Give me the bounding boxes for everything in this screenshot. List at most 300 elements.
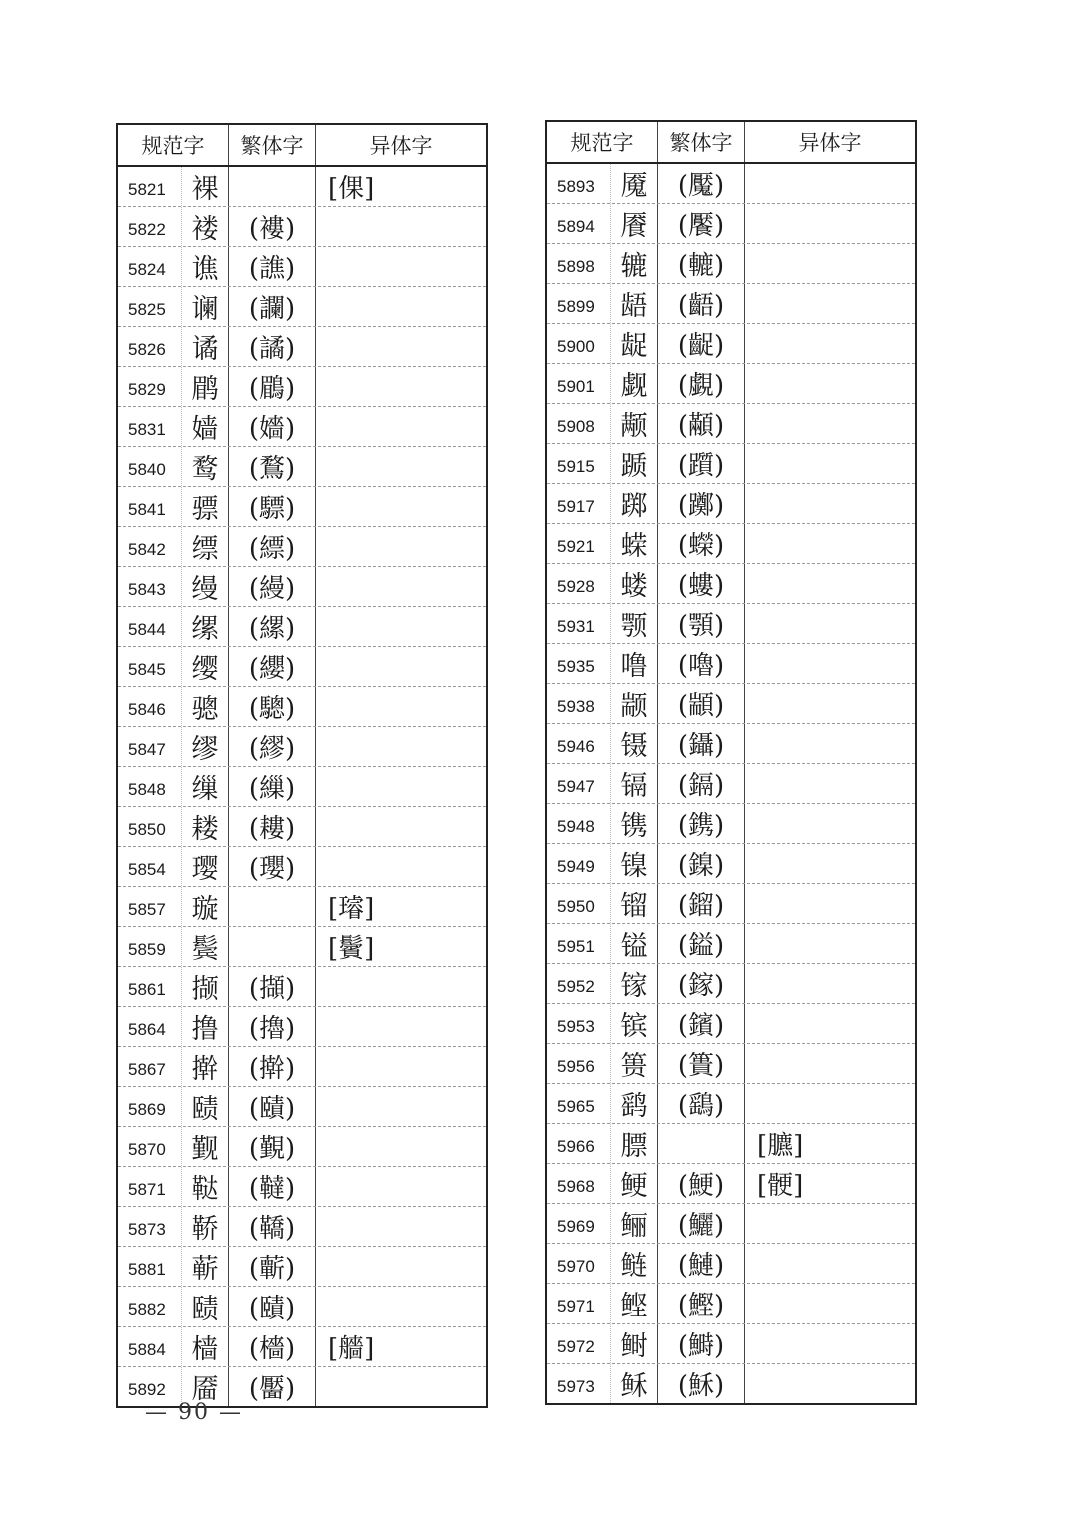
standard-character: 赜 — [182, 1287, 229, 1326]
traditional-character: (蠑) — [658, 524, 745, 563]
traditional-character — [229, 887, 316, 926]
row-number: 5894 — [547, 204, 611, 243]
row-number: 5931 — [547, 604, 611, 643]
traditional-character: (驄) — [229, 687, 316, 726]
traditional-character: (縲) — [229, 607, 316, 646]
table-row — [118, 807, 486, 847]
row-number: 5882 — [118, 1287, 182, 1326]
standard-character: 缧 — [182, 607, 229, 646]
row-number: 5842 — [118, 527, 182, 566]
standard-character: 镉 — [611, 764, 658, 803]
standard-character: 鲡 — [611, 1204, 658, 1243]
variant-character — [316, 487, 486, 526]
variant-character — [316, 647, 486, 686]
table-row — [547, 524, 915, 564]
traditional-character: (驃) — [229, 487, 316, 526]
standard-character: 骠 — [182, 487, 229, 526]
table-row — [547, 1204, 915, 1244]
variant-character: [骾] — [757, 1171, 804, 1201]
variant-character — [316, 1287, 486, 1326]
row-number: 5966 — [547, 1124, 611, 1163]
variant-character — [745, 1364, 915, 1403]
table-row — [547, 604, 915, 644]
table-row — [547, 404, 915, 444]
standard-character: 鞑 — [182, 1167, 229, 1206]
variant-character — [745, 644, 915, 683]
row-number: 5871 — [118, 1167, 182, 1206]
row-number: 5972 — [547, 1324, 611, 1363]
variant-character — [316, 1007, 486, 1046]
row-number: 5952 — [547, 964, 611, 1003]
table-row — [118, 727, 486, 767]
standard-character: 鹛 — [182, 367, 229, 406]
standard-character: 缦 — [182, 567, 229, 606]
header-standard: 规范字 — [547, 122, 658, 162]
table-row — [118, 207, 486, 247]
traditional-character: (鎦) — [658, 884, 745, 923]
standard-character: 鲥 — [611, 1324, 658, 1363]
table-row — [118, 527, 486, 567]
standard-character: 鬓 — [182, 927, 229, 966]
row-number: 5848 — [118, 767, 182, 806]
variant-character — [745, 484, 915, 523]
row-number: 5917 — [547, 484, 611, 523]
traditional-character: (簣) — [658, 1044, 745, 1083]
table-row — [118, 1247, 486, 1287]
variant-character — [745, 364, 915, 403]
standard-character: 蕲 — [182, 1247, 229, 1286]
row-number: 5949 — [547, 844, 611, 883]
traditional-character: (韃) — [229, 1167, 316, 1206]
variant-character — [745, 924, 915, 963]
row-number: 5971 — [547, 1284, 611, 1323]
variant-character — [316, 967, 486, 1006]
standard-character: 魇 — [611, 164, 658, 203]
variant-character: [璿] — [328, 894, 375, 924]
traditional-character: (耬) — [229, 807, 316, 846]
standard-character: 擀 — [182, 1047, 229, 1086]
table-row — [547, 1084, 915, 1124]
standard-character: 龉 — [611, 284, 658, 323]
header-variant: 异体字 — [369, 134, 433, 158]
table-header — [118, 125, 486, 167]
table-row — [118, 887, 486, 927]
variant-character — [745, 164, 915, 203]
variant-character — [745, 1044, 915, 1083]
traditional-character: (鞽) — [229, 1207, 316, 1246]
traditional-character: (嬙) — [229, 407, 316, 446]
traditional-character: (鰹) — [658, 1284, 745, 1323]
row-number: 5867 — [118, 1047, 182, 1086]
variant-character — [316, 407, 486, 446]
row-number: 5869 — [118, 1087, 182, 1126]
variant-character — [745, 1204, 915, 1243]
standard-character: 撷 — [182, 967, 229, 1006]
traditional-character: (鎰) — [658, 924, 745, 963]
traditional-character: (擀) — [229, 1047, 316, 1086]
standard-character: 觐 — [182, 1127, 229, 1166]
variant-character — [316, 327, 486, 366]
row-number: 5825 — [118, 287, 182, 326]
table-row — [547, 644, 915, 684]
table-row — [118, 447, 486, 487]
standard-character: 骢 — [182, 687, 229, 726]
table-row — [118, 1287, 486, 1327]
row-number: 5824 — [118, 247, 182, 286]
variant-character — [745, 244, 915, 283]
traditional-character: (褸) — [229, 207, 316, 246]
traditional-character: (蘄) — [229, 1247, 316, 1286]
row-number: 5938 — [547, 684, 611, 723]
variant-character — [316, 727, 486, 766]
standard-character: 璇 — [182, 887, 229, 926]
standard-character: 靥 — [182, 1367, 229, 1406]
row-number: 5915 — [547, 444, 611, 483]
traditional-character: (鎵) — [658, 964, 745, 1003]
traditional-character: (纓) — [229, 647, 316, 686]
row-number: 5844 — [118, 607, 182, 646]
table-row — [547, 1004, 915, 1044]
traditional-character: (魘) — [658, 164, 745, 203]
variant-character — [745, 1004, 915, 1043]
standard-character: 踬 — [611, 444, 658, 483]
table-row — [547, 284, 915, 324]
row-number: 5900 — [547, 324, 611, 363]
variant-character — [745, 564, 915, 603]
standard-character: 觑 — [611, 364, 658, 403]
variant-character: [艢] — [328, 1334, 375, 1364]
traditional-character: (齬) — [658, 284, 745, 323]
table-row — [547, 484, 915, 524]
variant-character — [316, 247, 486, 286]
table-row — [118, 767, 486, 807]
row-number: 5928 — [547, 564, 611, 603]
traditional-character: (顓) — [658, 684, 745, 723]
row-number: 5973 — [547, 1364, 611, 1403]
table-row — [118, 1207, 486, 1247]
variant-character — [745, 1244, 915, 1283]
row-number: 5898 — [547, 244, 611, 283]
table-row — [118, 967, 486, 1007]
variant-character — [745, 604, 915, 643]
traditional-character: (縹) — [229, 527, 316, 566]
variant-character — [316, 447, 486, 486]
traditional-character: (繅) — [229, 767, 316, 806]
standard-character: 龊 — [611, 324, 658, 363]
variant-character — [745, 524, 915, 563]
row-number: 5968 — [547, 1164, 611, 1203]
character-table-right — [545, 120, 917, 1405]
table-row — [118, 367, 486, 407]
row-number: 5948 — [547, 804, 611, 843]
row-number: 5935 — [547, 644, 611, 683]
row-number: 5841 — [118, 487, 182, 526]
traditional-character: (齪) — [658, 324, 745, 363]
row-number: 5843 — [118, 567, 182, 606]
table-row — [547, 844, 915, 884]
row-number: 5953 — [547, 1004, 611, 1043]
traditional-character — [229, 167, 316, 206]
traditional-character: (擼) — [229, 1007, 316, 1046]
table-row — [547, 1244, 915, 1284]
variant-character — [745, 204, 915, 243]
table-body — [547, 164, 915, 1403]
row-number: 5857 — [118, 887, 182, 926]
row-number: 5950 — [547, 884, 611, 923]
row-number: 5821 — [118, 167, 182, 206]
traditional-character: (讕) — [229, 287, 316, 326]
row-number: 5826 — [118, 327, 182, 366]
traditional-character: (鎘) — [658, 764, 745, 803]
table-row — [118, 327, 486, 367]
standard-character: 镍 — [611, 844, 658, 883]
header-standard: 规范字 — [118, 125, 229, 165]
variant-character — [745, 404, 915, 443]
table-row — [118, 607, 486, 647]
variant-character — [745, 844, 915, 883]
traditional-character: (檣) — [229, 1327, 316, 1366]
standard-character: 褛 — [182, 207, 229, 246]
variant-character — [316, 1207, 486, 1246]
row-number: 5859 — [118, 927, 182, 966]
standard-character: 噜 — [611, 644, 658, 683]
standard-character: 餍 — [611, 204, 658, 243]
variant-character — [316, 1247, 486, 1286]
row-number: 5965 — [547, 1084, 611, 1123]
traditional-character: (顢) — [658, 404, 745, 443]
standard-character: 嫱 — [182, 407, 229, 446]
table-row — [547, 724, 915, 764]
row-number: 5956 — [547, 1044, 611, 1083]
variant-character — [745, 1284, 915, 1323]
row-number: 5850 — [118, 807, 182, 846]
row-number: 5854 — [118, 847, 182, 886]
standard-character: 篑 — [611, 1044, 658, 1083]
table-row — [118, 1007, 486, 1047]
table-row — [547, 1324, 915, 1364]
variant-character — [316, 1367, 486, 1406]
standard-character: 镏 — [611, 884, 658, 923]
standard-character: 镌 — [611, 804, 658, 843]
variant-character: [倮] — [328, 174, 375, 204]
table-row — [118, 407, 486, 447]
traditional-character: (賾) — [229, 1287, 316, 1326]
standard-character: 稣 — [611, 1364, 658, 1403]
table-row — [547, 564, 915, 604]
variant-character — [316, 207, 486, 246]
standard-character: 缫 — [182, 767, 229, 806]
table-row — [547, 1364, 915, 1403]
table-row — [547, 164, 915, 204]
variant-character — [745, 444, 915, 483]
row-number: 5829 — [118, 367, 182, 406]
row-number: 5947 — [547, 764, 611, 803]
table-row — [547, 964, 915, 1004]
variant-character — [745, 884, 915, 923]
standard-character: 缥 — [182, 527, 229, 566]
variant-character — [316, 1127, 486, 1166]
standard-character: 膘 — [611, 1124, 658, 1163]
row-number: 5846 — [118, 687, 182, 726]
traditional-character — [229, 927, 316, 966]
variant-character — [745, 284, 915, 323]
variant-character — [316, 1087, 486, 1126]
standard-character: 镓 — [611, 964, 658, 1003]
traditional-character: (譙) — [229, 247, 316, 286]
standard-character: 谲 — [182, 327, 229, 366]
traditional-character: (螻) — [658, 564, 745, 603]
table-row — [118, 167, 486, 207]
standard-character: 鹜 — [182, 447, 229, 486]
variant-character — [745, 724, 915, 763]
standard-character: 鞒 — [182, 1207, 229, 1246]
standard-character: 赜 — [182, 1087, 229, 1126]
standard-character: 耧 — [182, 807, 229, 846]
traditional-character — [658, 1124, 745, 1163]
variant-character — [316, 287, 486, 326]
variant-character — [745, 1084, 915, 1123]
row-number: 5840 — [118, 447, 182, 486]
standard-character: 缪 — [182, 727, 229, 766]
row-number: 5831 — [118, 407, 182, 446]
table-body — [118, 167, 486, 1406]
row-number: 5969 — [547, 1204, 611, 1243]
variant-character — [316, 607, 486, 646]
standard-character: 蝼 — [611, 564, 658, 603]
row-number: 5861 — [118, 967, 182, 1006]
table-row — [547, 1124, 915, 1164]
row-number: 5901 — [547, 364, 611, 403]
header-traditional: 繁体字 — [658, 122, 745, 162]
traditional-character: (饜) — [658, 204, 745, 243]
standard-character: 蝾 — [611, 524, 658, 563]
traditional-character: (瓔) — [229, 847, 316, 886]
variant-character — [745, 684, 915, 723]
table-row — [547, 684, 915, 724]
variant-character — [316, 687, 486, 726]
table-row — [118, 847, 486, 887]
page-number: — 90 — — [145, 1400, 243, 1425]
variant-character — [745, 324, 915, 363]
table-row — [118, 287, 486, 327]
standard-character: 缨 — [182, 647, 229, 686]
table-row — [547, 1044, 915, 1084]
variant-character — [316, 1167, 486, 1206]
standard-character: 鹞 — [611, 1084, 658, 1123]
row-number: 5884 — [118, 1327, 182, 1366]
traditional-character: (鶩) — [229, 447, 316, 486]
table-row — [118, 1167, 486, 1207]
table-row — [547, 444, 915, 484]
traditional-character: (鯁) — [658, 1164, 745, 1203]
traditional-character: (鱺) — [658, 1204, 745, 1243]
row-number: 5908 — [547, 404, 611, 443]
row-number: 5970 — [547, 1244, 611, 1283]
variant-character: [臕] — [757, 1131, 804, 1161]
traditional-character: (擷) — [229, 967, 316, 1006]
traditional-character: (嚕) — [658, 644, 745, 683]
variant-character — [745, 804, 915, 843]
traditional-character: (鶥) — [229, 367, 316, 406]
table-row — [118, 1127, 486, 1167]
standard-character: 镊 — [611, 724, 658, 763]
standard-character: 鲢 — [611, 1244, 658, 1283]
traditional-character: (鑌) — [658, 1004, 745, 1043]
standard-character: 镔 — [611, 1004, 658, 1043]
row-number: 5847 — [118, 727, 182, 766]
traditional-character: (靨) — [229, 1367, 316, 1406]
table-row — [547, 204, 915, 244]
table-row — [547, 324, 915, 364]
traditional-character: (譎) — [229, 327, 316, 366]
table-row — [547, 884, 915, 924]
traditional-character: (顎) — [658, 604, 745, 643]
traditional-character: (穌) — [658, 1364, 745, 1403]
row-number: 5921 — [547, 524, 611, 563]
traditional-character: (覲) — [229, 1127, 316, 1166]
traditional-character: (鰣) — [658, 1324, 745, 1363]
traditional-character: (鑷) — [658, 724, 745, 763]
standard-character: 鲣 — [611, 1284, 658, 1323]
character-table-left — [116, 123, 488, 1408]
variant-character — [316, 847, 486, 886]
row-number: 5893 — [547, 164, 611, 203]
table-row — [547, 764, 915, 804]
variant-character — [316, 767, 486, 806]
standard-character: 谯 — [182, 247, 229, 286]
table-row — [118, 1047, 486, 1087]
variant-character — [316, 807, 486, 846]
row-number: 5845 — [118, 647, 182, 686]
variant-character — [745, 764, 915, 803]
standard-character: 裸 — [182, 167, 229, 206]
table-row — [118, 567, 486, 607]
header-traditional: 繁体字 — [229, 125, 316, 165]
table-row — [118, 1087, 486, 1127]
row-number: 5864 — [118, 1007, 182, 1046]
row-number: 5899 — [547, 284, 611, 323]
table-header — [547, 122, 915, 164]
traditional-character: (躓) — [658, 444, 745, 483]
standard-character: 谰 — [182, 287, 229, 326]
table-row — [118, 927, 486, 967]
header-variant: 异体字 — [798, 131, 862, 155]
table-row — [547, 364, 915, 404]
standard-character: 鲠 — [611, 1164, 658, 1203]
variant-character — [745, 964, 915, 1003]
standard-character: 樯 — [182, 1327, 229, 1366]
table-row — [547, 1164, 915, 1204]
standard-character: 撸 — [182, 1007, 229, 1046]
traditional-character: (縵) — [229, 567, 316, 606]
traditional-character: (轆) — [658, 244, 745, 283]
variant-character — [316, 1047, 486, 1086]
traditional-character: (鎸) — [658, 804, 745, 843]
traditional-character: (鰱) — [658, 1244, 745, 1283]
variant-character: [鬢] — [328, 934, 375, 964]
row-number: 5873 — [118, 1207, 182, 1246]
variant-character — [745, 1324, 915, 1363]
table-row — [118, 247, 486, 287]
standard-character: 颟 — [611, 404, 658, 443]
standard-character: 镒 — [611, 924, 658, 963]
table-row — [547, 804, 915, 844]
row-number: 5946 — [547, 724, 611, 763]
table-row — [547, 244, 915, 284]
standard-character: 颚 — [611, 604, 658, 643]
traditional-character: (鷂) — [658, 1084, 745, 1123]
standard-character: 璎 — [182, 847, 229, 886]
